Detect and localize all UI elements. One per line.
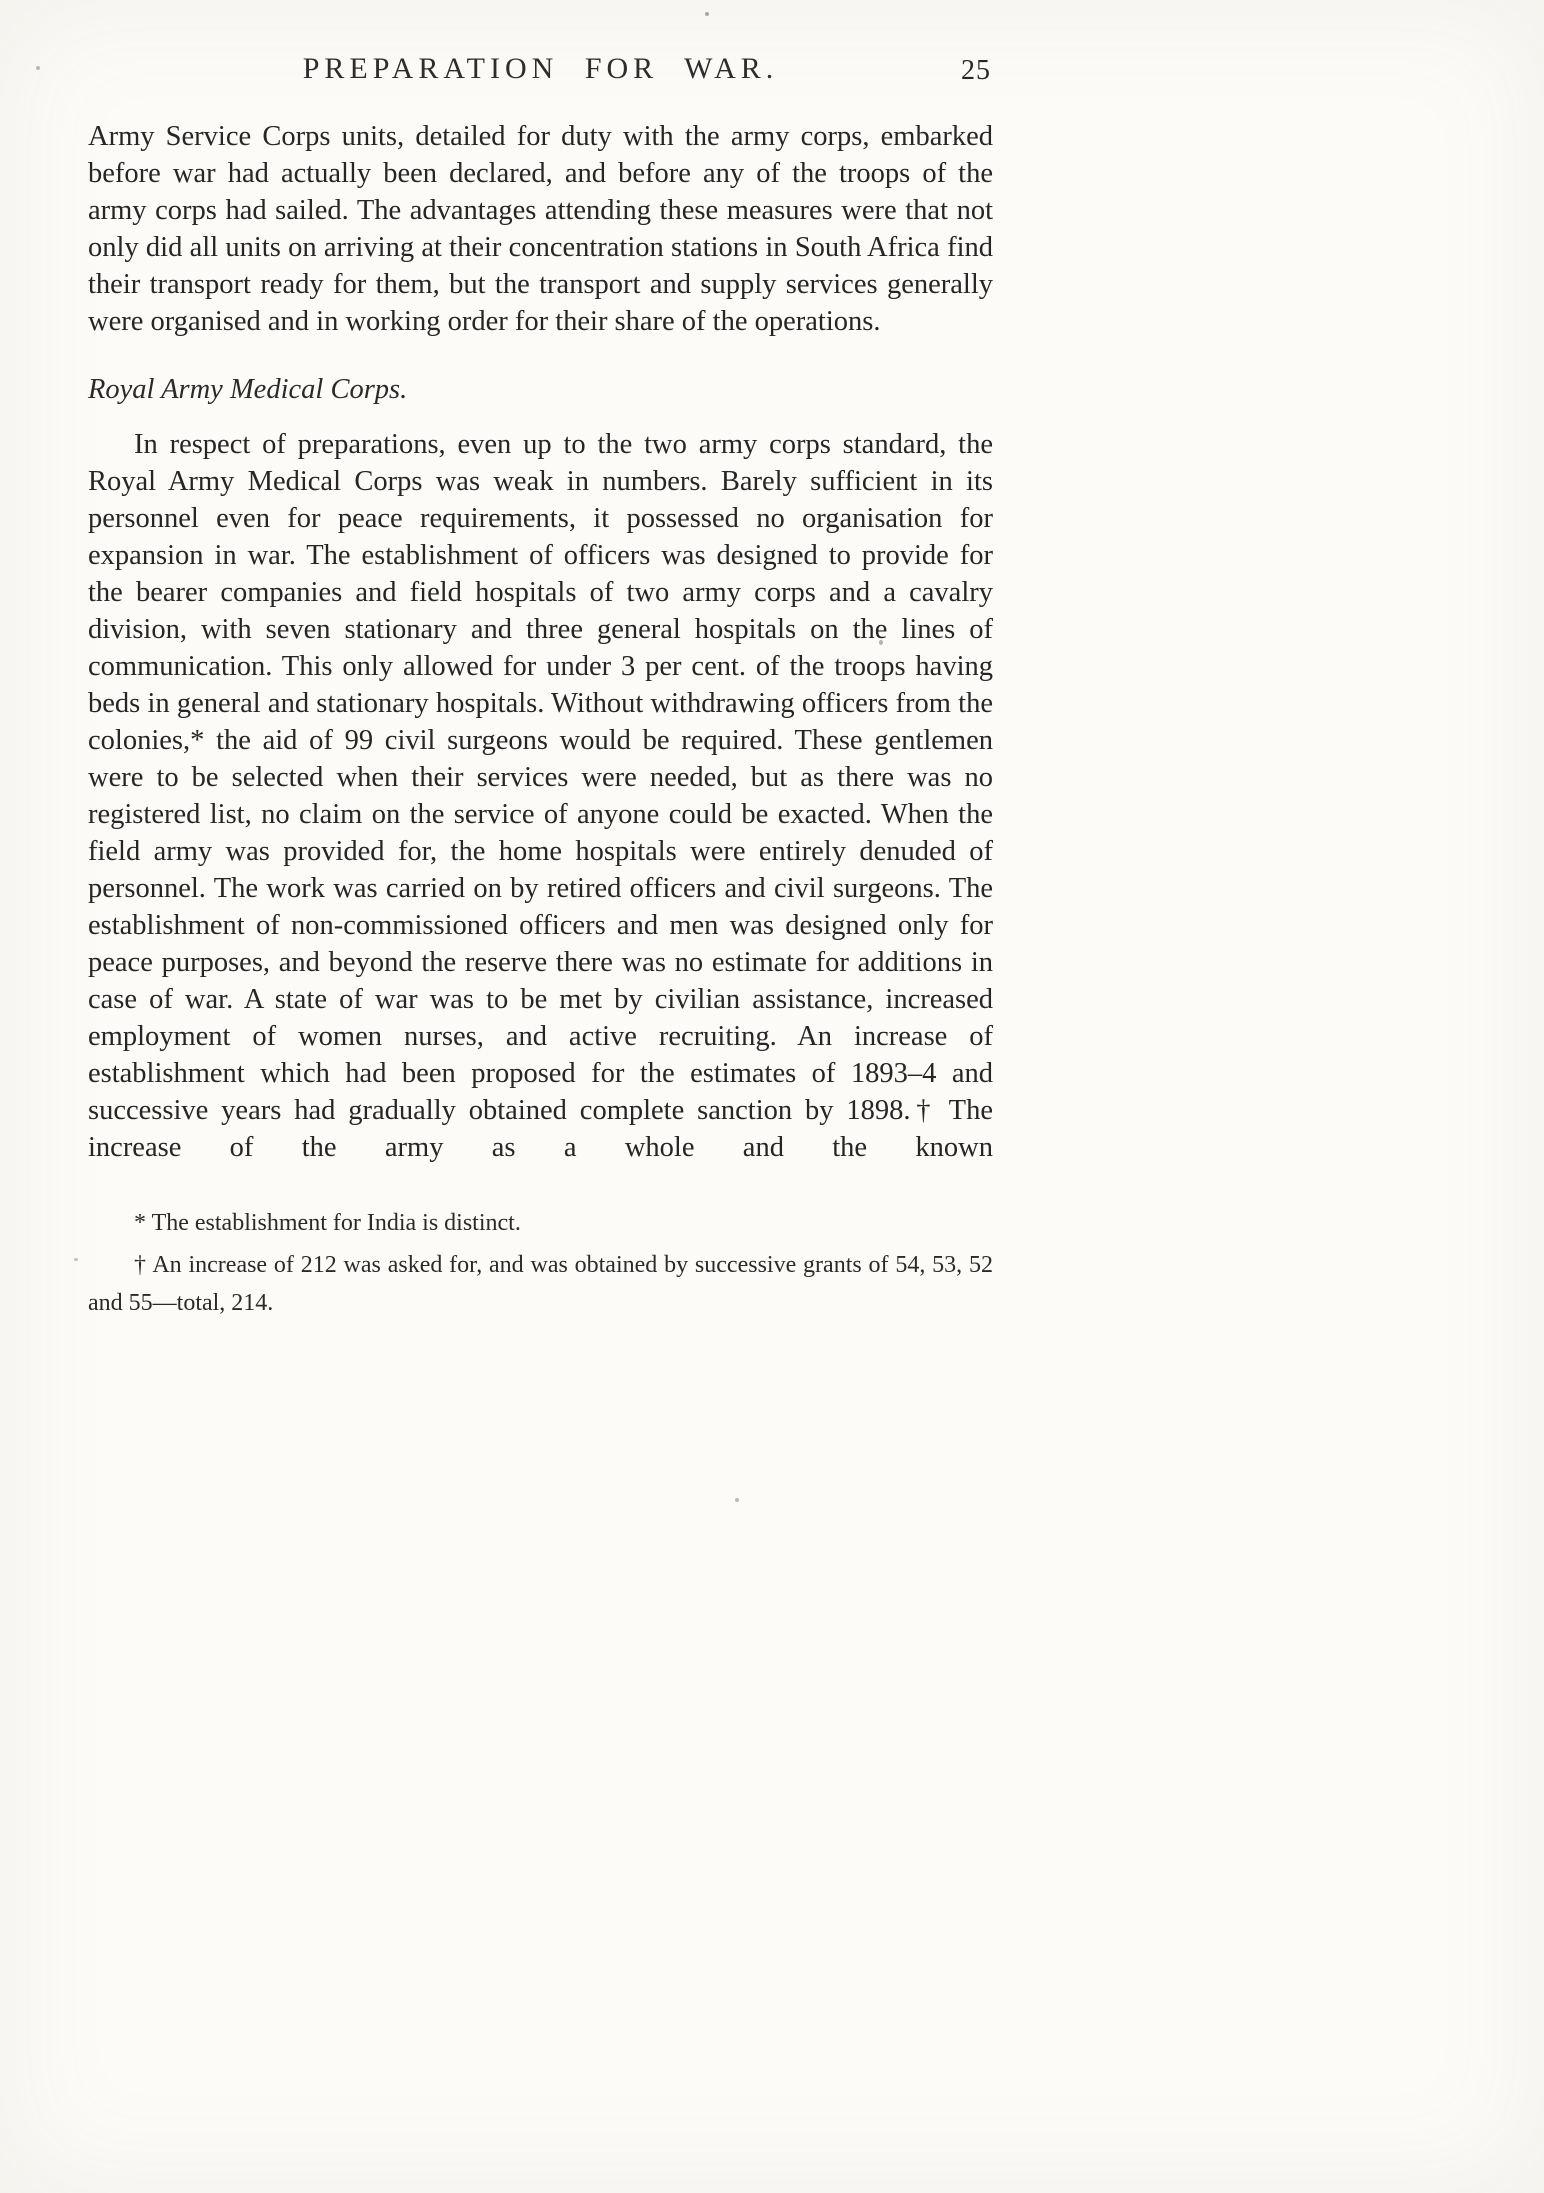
footnote-dagger: † An increase of 212 was asked for, and was obtained by successive grants of 54, 53, 52 and 55—total, 214. xyxy=(88,1252,993,1316)
section-heading-royal-army-medical-corps: Royal Army Medical Corps. xyxy=(88,374,408,405)
text-block xyxy=(88,52,993,1322)
paragraph-royal-army-medical-corps: In respect of preparations, even up to the two army corps standard, the Royal Army Medical Corps was weak in numbers. Barely sufficient in its personnel even for peace requirements, it possessed no organisation for expansion in war. The establishment of officers was designed to provide for the bearer companies and field hospitals of two army corps and a cavalry division, with seven stationary and three general hospitals on the lines of communication. This only allowed for under 3 per cent. of the troops having beds in general and stationary hospitals. Without withdrawing officers from the colonies,* the aid of 99 civil surgeons would be required. These gentlemen were to be selected when their services were needed, but as there was no registered list, no claim on the service of anyone could be exacted. When the field army was provided for, the home hospitals were entirely denuded of personnel. The work was carried on by retired officers and civil surgeons. The establishment of non-commissioned officers and men was designed only for peace purposes, and beyond the reserve there was no estimate for additions in case of war. A state of war was to be met by civilian assistance, increased employment of women nurses, and active recruiting. An increase of establishment which had been proposed for the estimates of 1893–4 and successive years had gradually obtained complete sanction by 1898.† The increase of the army as a whole and the known xyxy=(88,429,993,1163)
scan-speck xyxy=(735,1498,739,1502)
footnote-asterisk: * The establishment for India is distinct. xyxy=(134,1210,521,1236)
footnotes-section xyxy=(88,1204,993,1322)
running-title: PREPARATION FOR WAR. xyxy=(302,52,779,85)
scan-speck xyxy=(74,1258,78,1261)
scan-speck xyxy=(705,12,709,16)
paragraph-army-service-corps: Army Service Corps units, detailed for duty with the army corps, embarked before war had actually been declared, and before any of the troops of the army corps had sailed. The advantages attending these measures were that not only did all units on arriving at their concentration stations in South Africa find their transport ready for them, but the transport and supply services generally were organised and in working order for their share of the operations. xyxy=(88,121,993,337)
scan-speck xyxy=(36,66,40,70)
page-number: 25 xyxy=(961,55,991,86)
page-header xyxy=(88,52,993,94)
